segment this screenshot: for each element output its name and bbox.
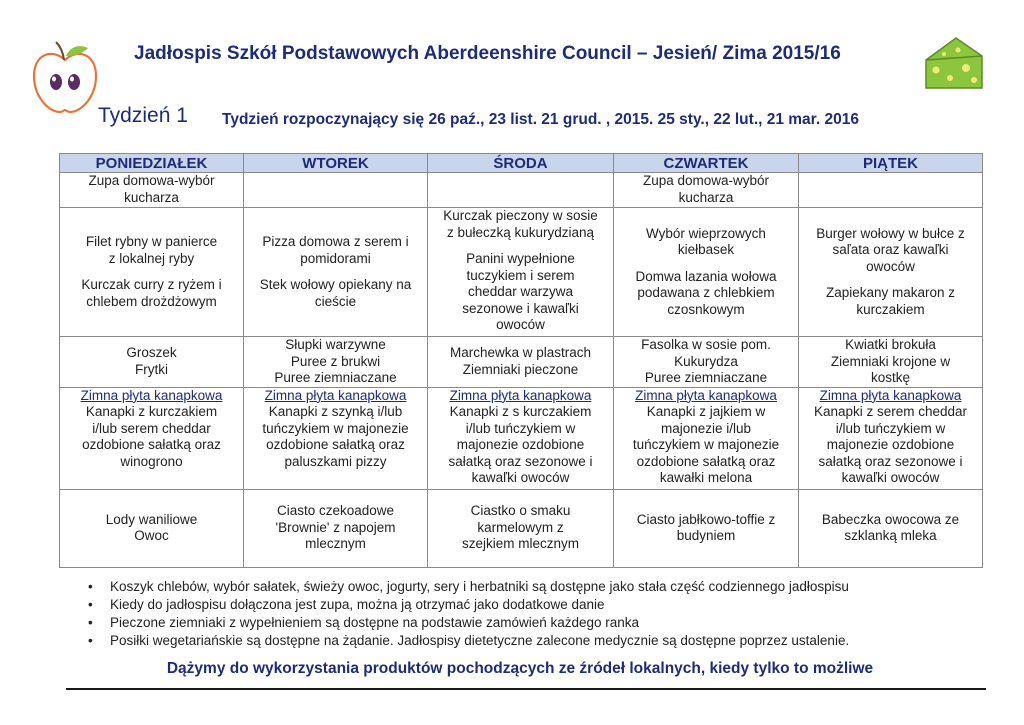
menu-table: [59, 153, 983, 568]
dessert-cell: [244, 489, 428, 567]
soup-cell: [799, 173, 983, 208]
menu-line: sałatką oraz sezonowe i: [448, 453, 593, 469]
day-header: CZWARTEK: [614, 154, 799, 173]
menu-line: ozdobione sałatką oraz: [636, 453, 776, 469]
dessert-cell: [60, 489, 244, 567]
main-dish-cell: [428, 208, 614, 337]
menu-line: Babeczka owocowa ze: [821, 511, 960, 527]
menu-line: Frytki: [135, 361, 168, 377]
menu-line: Kurczak curry z ryżem i: [81, 277, 222, 292]
menu-line: chlebem drożdżowym: [86, 293, 217, 309]
side-dish-cell: [428, 337, 614, 388]
day-header: PIĄTEK: [799, 154, 983, 173]
menu-line: paluszkami pizzy: [284, 453, 387, 469]
side-dish-cell: [244, 337, 428, 388]
menu-line: z lokalnej ryby: [108, 250, 195, 266]
menu-line: Kwiatki brokuła: [845, 337, 936, 352]
menu-line: Zapiekany makaron z: [825, 285, 956, 301]
menu-line: majonezie i/lub: [660, 420, 752, 436]
cold-plate-heading: Zimna płyta kanapkowa: [449, 387, 592, 403]
menu-line: Kurczak pieczony w sosie: [443, 208, 598, 223]
cold-plate-cell: [614, 387, 799, 489]
menu-line: Ziemniaki krojone w: [830, 353, 951, 369]
menu-line: cheddar warzywa: [467, 284, 574, 299]
menu-line: kawaľki owoców: [471, 470, 570, 485]
menu-line: kucharza: [678, 189, 734, 205]
menu-line: owoców: [496, 317, 545, 332]
menu-line: kiełbasek: [677, 242, 735, 258]
mains-row: [60, 208, 983, 337]
menu-line: 'Brownie' z napojem: [275, 519, 396, 535]
menu-line: i/lub serem cheddar: [92, 420, 211, 436]
main-dish-cell: [244, 208, 428, 337]
menu-line: z bułeczką kukurydzianą: [446, 224, 595, 240]
cold-plate-cell: [799, 387, 983, 489]
dessert-cell: [614, 489, 799, 567]
menu-line: karmelowym z: [477, 519, 564, 535]
menu-line: Wybór wieprzowych: [646, 225, 766, 241]
dessert-cell: [799, 489, 983, 567]
menu-line: budyniem: [676, 528, 736, 543]
cold-plate-cell: [244, 387, 428, 489]
menu-line: saľata oraz kawaľki: [832, 242, 949, 258]
menu-line: czosnkowym: [667, 301, 745, 317]
menu-line: Marchewka w plastrach: [449, 345, 592, 361]
dessert-cell: [428, 489, 614, 567]
menu-line: owoców: [866, 258, 915, 274]
soup-cell: [614, 173, 799, 208]
footer-statement: Dążymy do wykorzystania produktów pochodzących ze źródeł lokalnych, kiedy tylko to możliwe: [166, 660, 874, 677]
main-dish-cell: [614, 208, 799, 337]
menu-line: kawałki melona: [659, 470, 753, 485]
menu-line: ozdobione sałatką oraz: [266, 437, 405, 452]
menu-line: mlecznym: [305, 536, 366, 552]
menu-line: kucharza: [124, 189, 179, 205]
spacer: [432, 241, 609, 251]
menu-line: Puree z brukwi: [290, 353, 381, 369]
soup-cell: [60, 173, 244, 208]
menu-line: tuńczykiem w majonezie: [262, 420, 409, 436]
week-dates: Tydzień rozpoczynający się 26 paź., 23 list. 21 grud. , 2015. 25 sty., 22 lut., 21 mar. 2016: [222, 111, 859, 128]
menu-line: Filet rybny w panierce: [85, 234, 218, 249]
menu-line: sezonowe i kawaľki: [462, 300, 579, 316]
menu-line: pomidorami: [300, 250, 371, 266]
main-dish-cell: [799, 208, 983, 337]
menu-line: Owoc: [134, 528, 169, 543]
cold-plate-heading: Zimna płyta kanapkowa: [264, 387, 407, 403]
menu-line: szklanką mleka: [844, 528, 937, 543]
menu-line: Zupa domowa-wybór: [88, 173, 215, 188]
menu-line: sałatką oraz sezonowe i: [818, 453, 963, 469]
menu-line: i/lub tuńczykiem w: [465, 420, 576, 436]
week-label: Tydzień 1: [98, 104, 188, 127]
menu-line: Zupa domowa-wybór: [642, 173, 770, 188]
menu-line: Słupki warzywne: [285, 337, 386, 352]
note-item: • Kiedy do jadłospisu dołączona jest zupa, można ją otrzymać jako dodatkowe danie: [88, 596, 948, 614]
menu-line: majonezie ozdobione: [826, 437, 955, 452]
menu-line: cieście: [314, 293, 357, 309]
menu-line: Kukurydza: [674, 353, 738, 369]
menu-line: Kanapki z jajkiem w: [646, 404, 766, 419]
soup-row: [60, 173, 983, 208]
menu-line: tuczykiem i serem: [466, 267, 575, 283]
menu-line: szejkiem mlecznym: [461, 536, 580, 552]
note-item: • Pieczone ziemniaki z wypełnieniem są dostępne na podstawie zamówień każdego ranka: [88, 614, 948, 632]
notes-list: [88, 578, 948, 650]
divider: [66, 688, 986, 690]
menu-line: Ciasto czekoadowe: [276, 503, 395, 519]
menu-line: Lody waniliowe: [105, 511, 198, 527]
cold-plate-cell: [60, 387, 244, 489]
cold-plate-cell: [428, 387, 614, 489]
page-title: Jadłospis Szkół Podstawowych Aberdeenshire Council – Jesień/ Zima 2015/16: [134, 43, 841, 64]
menu-line: Kanapki z s kurczakiem: [449, 404, 592, 419]
menu-line: podawana z chlebkiem: [637, 285, 775, 301]
menu-line: kawaľki owoców: [841, 470, 940, 485]
menu-line: kostkę: [870, 370, 911, 385]
menu-line: Kanapki z szynką i/lub: [268, 404, 403, 419]
note-item: • Koszyk chlebów, wybór sałatek, świeży owoc, jogurty, sery i herbatniki są dostępne jako stała część codziennego jadłospisu: [88, 578, 948, 596]
menu-line: Stek wołowy opiekany na: [259, 277, 412, 292]
note-item: • Posiłki wegetariańskie są dostępne na żądanie. Jadłospisy dietetyczne zalecone medycznie są dostępne poprzez ustalenie.: [88, 632, 948, 650]
cold-plate-row: [60, 387, 983, 489]
menu-line: Domwa lazania wołowa: [635, 268, 777, 284]
cold-plate-heading: Zimna płyta kanapkowa: [80, 387, 223, 403]
menu-line: Puree ziemniaczane: [644, 370, 768, 385]
day-header: PONIEDZIAŁEK: [60, 154, 244, 173]
menu-line: ozdobione sałatką oraz: [82, 437, 221, 452]
side-dish-cell: [614, 337, 799, 388]
menu-line: winogrono: [120, 453, 183, 469]
cold-plate-heading: Zimna płyta kanapkowa: [819, 387, 962, 403]
side-dish-cell: [799, 337, 983, 388]
menu-line: Ciastko o smaku: [470, 503, 571, 519]
side-dish-cell: [60, 337, 244, 388]
menu-line: Groszek: [126, 345, 177, 361]
menu-line: Ciasto jabłkowo-toffie z: [636, 511, 776, 527]
spacer: [618, 259, 794, 269]
menu-line: Burger wołowy w bułce z: [816, 225, 965, 241]
cheese-icon: [922, 34, 986, 92]
menu-line: Panini wypełnione: [466, 251, 575, 266]
dessert-row: [60, 489, 983, 567]
menu-line: i/lub tuńczykiem w: [835, 420, 946, 436]
soup-cell: [244, 173, 428, 208]
spacer: [803, 275, 978, 285]
menu-line: Kanapki z kurczakiem: [85, 404, 218, 419]
menu-line: kurczakiem: [856, 301, 925, 317]
main-dish-cell: [60, 208, 244, 337]
days-header-row: [60, 154, 983, 173]
menu-line: tuńczykiem w majonezie: [632, 437, 780, 452]
spacer: [248, 267, 423, 277]
day-header: WTOREK: [244, 154, 428, 173]
sides-row: [60, 337, 983, 388]
menu-line: Puree ziemniaczane: [274, 370, 397, 385]
menu-line: Ziemniaki pieczone: [462, 361, 579, 377]
spacer: [64, 267, 239, 277]
menu-line: majonezie ozdobione: [456, 437, 585, 452]
apple-logo-icon: [30, 38, 100, 116]
menu-line: Fasolka w sosie pom.: [641, 337, 771, 352]
day-header: ŚRODA: [428, 154, 614, 173]
soup-cell: [428, 173, 614, 208]
menu-line: Pizza domowa z serem i: [262, 234, 409, 249]
cold-plate-heading: Zimna płyta kanapkowa: [635, 387, 777, 403]
menu-line: Kanapki z serem cheddar: [813, 404, 968, 419]
